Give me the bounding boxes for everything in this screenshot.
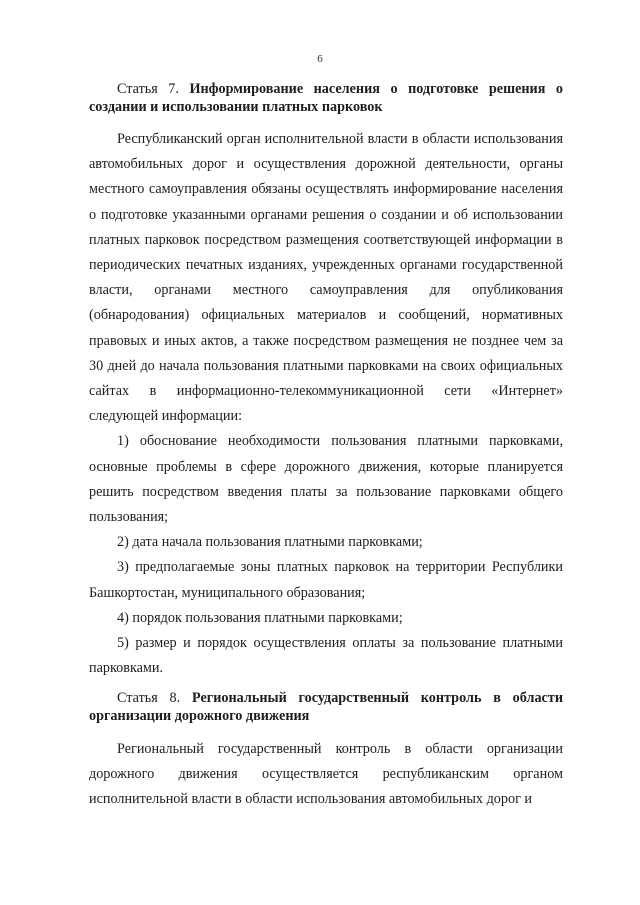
page-number: 6 xyxy=(317,53,323,65)
article-8-heading xyxy=(89,689,563,725)
article-7-item-5: 5) размер и порядок осуществления оплаты за пользование платными парковками. xyxy=(89,635,563,677)
article-7-label: Статья 7. xyxy=(117,81,179,97)
article-7-item-2: 2) дата начала пользования платными парковками; xyxy=(117,534,423,551)
article-8-paragraph-1: Региональный государственный контроль в области организации дорожного движения осуществляется республиканским органом исполнительной власти в области использования автомобильных дорог и xyxy=(89,741,563,808)
article-7-title: Информирование населения о подготовке решения о создании и использовании платных парковок xyxy=(89,81,563,115)
article-7-item-1: 1) обоснование необходимости пользования платными парковками, основные проблемы в сфере дорожного движения, которые планируется решить посредством введения платы за пользование парковками общего пользования; xyxy=(89,433,563,526)
article-8-title: Региональный государственный контроль в области организации дорожного движения xyxy=(89,690,563,724)
article-7-item-4: 4) порядок пользования платными парковками; xyxy=(117,609,403,626)
article-7-paragraph-intro: Республиканский орган исполнительной власти в области использования автомобильных дорог и осуществления дорожной деятельности, органы местного самоуправления обязаны осуществлять информирование населения о подготовке указанными органами решения о создании и об использовании платных парковок посредством размещения соответствующей информации в периодических печатных изданиях, учрежденных органами государственной власти, органами местного самоуправления для опубликования (обнародования) официальных материалов и сообщений, нормативных правовых и иных актов, а также посредством размещения не позднее чем за 30 дней до начала пользования платными парковками на своих официальных сайтах в информационно-телекоммуникационной сети «Интернет» следующей информации: xyxy=(89,131,563,425)
article-7-body xyxy=(89,127,563,681)
article-8-label: Статья 8. xyxy=(117,690,181,706)
article-8-body xyxy=(89,737,563,813)
article-7-item-3: 3) предполагаемые зоны платных парковок на территории Республики Башкортостан, муниципального образования; xyxy=(89,559,563,601)
article-7-heading xyxy=(89,80,563,116)
